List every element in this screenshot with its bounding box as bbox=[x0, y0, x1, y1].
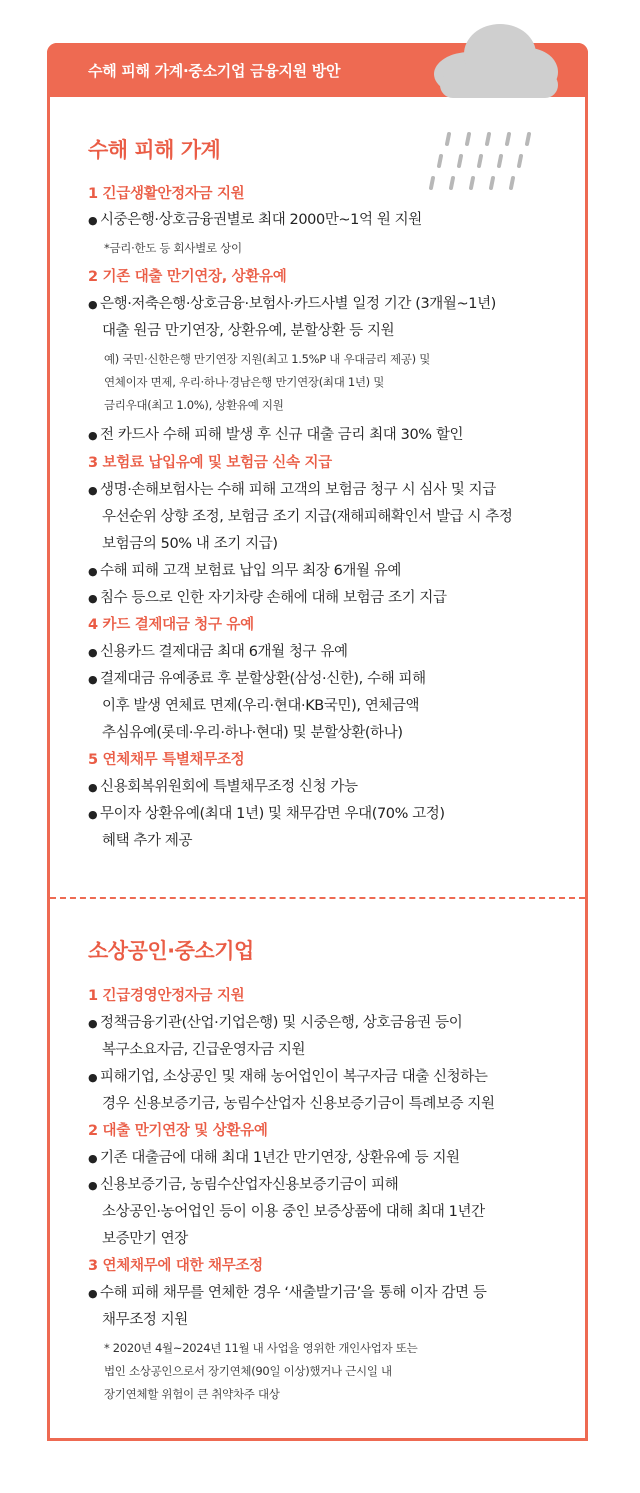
bullet-item: ● 수해 피해 채무를 연체한 경우 ‘새출발기금’을 통해 이자 감면 등 bbox=[88, 1285, 487, 1301]
subheading: 3 보험료 납입유예 및 보험금 신속 지급 bbox=[88, 455, 332, 471]
subheading: 2 대출 만기연장 및 상환유예 bbox=[88, 1123, 268, 1139]
bullet-item: ● 신용보증기금, 농림수산업자신용보증기금이 피해 bbox=[88, 1177, 399, 1193]
note-text: *금리·한도 등 회사별로 상이 bbox=[104, 241, 242, 255]
bullet-dot: ● bbox=[88, 1017, 98, 1030]
bullet-item: ● 피해기업, 소상공인 및 재해 농어업인이 복구자금 대출 신청하는 bbox=[88, 1069, 488, 1085]
bullet-continuation: 이후 발생 연체료 면제(우리·현대·KB국민), 연체금액 bbox=[102, 698, 420, 714]
bullet-item: ● 수해 피해 고객 보험료 납입 의무 최장 6개월 유예 bbox=[88, 563, 402, 579]
bullet-item: ● 생명·손해보험사는 수해 피해 고객의 보험금 청구 시 심사 및 지급 bbox=[88, 482, 496, 498]
bullet-continuation: 복구소요자금, 긴급운영자금 지원 bbox=[102, 1042, 306, 1058]
bullet-dot: ● bbox=[88, 1152, 98, 1165]
bullet-continuation: 혜택 추가 제공 bbox=[102, 833, 193, 849]
bullet-dot: ● bbox=[88, 673, 98, 686]
subheading: 4 카드 결제대금 청구 유예 bbox=[88, 617, 254, 633]
bullet-item: ● 시중은행·상호금융권별로 최대 2000만~1억 원 지원 bbox=[88, 212, 422, 228]
bullet-continuation: 채무조정 지원 bbox=[102, 1312, 188, 1328]
bullet-dot: ● bbox=[88, 214, 98, 227]
subheading: 5 연체채무 특별채무조정 bbox=[88, 752, 245, 768]
cloud-icon bbox=[420, 22, 560, 102]
note-text: 금리우대(최고 1.0%), 상환유예 지원 bbox=[104, 398, 284, 412]
bullet-continuation: 우선순위 상향 조정, 보험금 조기 지급(재해피해확인서 발급 시 추정 bbox=[102, 509, 513, 525]
bullet-continuation: 보험금의 50% 내 조기 지급) bbox=[102, 536, 278, 552]
note-text: 연체이자 면제, 우리·하나·경남은행 만기연장(최대 1년) 및 bbox=[104, 375, 385, 389]
section-title-business: 소상공인·중소기업 bbox=[88, 939, 254, 963]
note-text: 장기연체할 위험이 큰 취약차주 대상 bbox=[104, 1387, 280, 1401]
note-text: 법인 소상공인으로서 장기연체(90일 이상)했거나 근시일 내 bbox=[104, 1364, 392, 1378]
header-title: 수해 피해 가계·중소기업 금융지원 방안 bbox=[88, 62, 341, 80]
bullet-dot: ● bbox=[88, 808, 98, 821]
subheading: 1 긴급경영안정자금 지원 bbox=[88, 988, 245, 1004]
subheading: 3 연체채무에 대한 채무조정 bbox=[88, 1258, 263, 1274]
dashed-divider bbox=[50, 897, 585, 899]
bullet-dot: ● bbox=[88, 565, 98, 578]
bullet-dot: ● bbox=[88, 781, 98, 794]
bullet-continuation: 추심유예(롯데·우리·하나·현대) 및 분할상환(하나) bbox=[102, 725, 403, 741]
bullet-item: ● 침수 등으로 인한 자기차량 손해에 대해 보험금 조기 지급 bbox=[88, 590, 447, 606]
note-text: * 2020년 4월~2024년 11월 내 사업을 영위한 개인사업자 또는 bbox=[104, 1341, 418, 1355]
rain-icon bbox=[425, 130, 535, 200]
subheading: 1 긴급생활안정자금 지원 bbox=[88, 186, 245, 202]
bullet-item: ● 결제대금 유예종료 후 분할상환(삼성·신한), 수해 피해 bbox=[88, 671, 426, 687]
bullet-item: ● 은행·저축은행·상호금융·보험사·카드사별 일정 기간 (3개월~1년) bbox=[88, 296, 496, 312]
section-title-household: 수해 피해 가계 bbox=[88, 138, 221, 162]
subheading: 2 기존 대출 만기연장, 상환유예 bbox=[88, 269, 287, 285]
bullet-continuation: 소상공인·농어업인 등이 이용 중인 보증상품에 대해 최대 1년간 bbox=[102, 1204, 485, 1220]
bullet-item: ● 신용카드 결제대금 최대 6개월 청구 유예 bbox=[88, 644, 348, 660]
bullet-dot: ● bbox=[88, 429, 98, 442]
bullet-continuation: 경우 신용보증기금, 농림수산업자 신용보증기금이 특례보증 지원 bbox=[102, 1096, 495, 1112]
bullet-dot: ● bbox=[88, 1179, 98, 1192]
bullet-dot: ● bbox=[88, 484, 98, 497]
note-text: 예) 국민·신한은행 만기연장 지원(최고 1.5%P 내 우대금리 제공) 및 bbox=[104, 352, 431, 366]
bullet-dot: ● bbox=[88, 1287, 98, 1300]
bullet-dot: ● bbox=[88, 646, 98, 659]
bullet-dot: ● bbox=[88, 592, 98, 605]
bullet-item: ● 신용회복위원회에 특별채무조정 신청 가능 bbox=[88, 779, 358, 795]
bullet-continuation: 대출 원금 만기연장, 상환유예, 분할상환 등 지원 bbox=[102, 323, 395, 339]
bullet-dot: ● bbox=[88, 298, 98, 311]
bullet-item: ● 전 카드사 수해 피해 발생 후 신규 대출 금리 최대 30% 할인 bbox=[88, 427, 464, 443]
bullet-dot: ● bbox=[88, 1071, 98, 1084]
bullet-continuation: 보증만기 연장 bbox=[102, 1231, 188, 1247]
bullet-item: ● 정책금융기관(산업·기업은행) 및 시중은행, 상호금융권 등이 bbox=[88, 1015, 463, 1031]
bullet-item: ● 무이자 상환유예(최대 1년) 및 채무감면 우대(70% 고정) bbox=[88, 806, 445, 822]
bullet-item: ● 기존 대출금에 대해 최대 1년간 만기연장, 상환유예 등 지원 bbox=[88, 1150, 460, 1166]
